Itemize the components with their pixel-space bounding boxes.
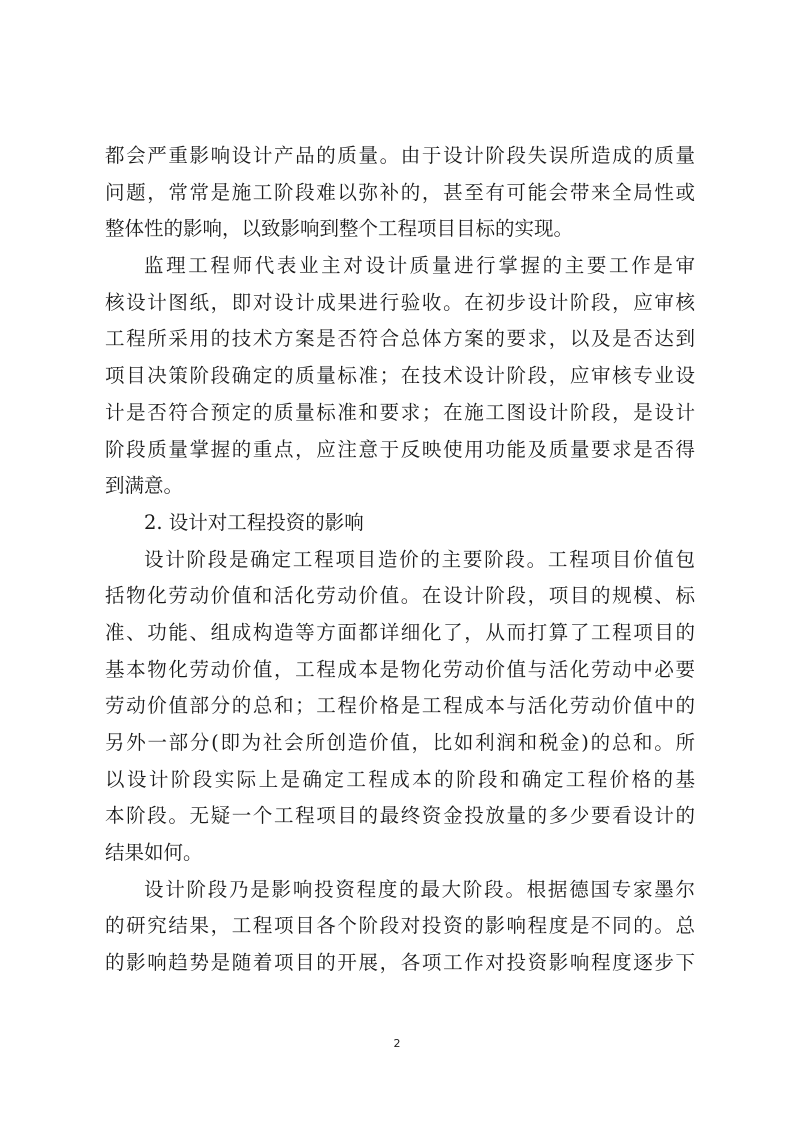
text-line: 以设计阶段实际上是确定工程成本的阶段和确定工程价格的基 — [105, 767, 695, 791]
text-line: 基本物化劳动价值，工程成本是物化劳动价值与活化劳动中必要 — [105, 657, 695, 681]
paragraph-start-line: 设计阶段乃是影响投资程度的最大阶段。根据德国专家墨尔 — [144, 877, 695, 901]
text-line: 结果如何。 — [105, 841, 203, 865]
document-body — [105, 138, 695, 982]
paragraph-start-line: 设计阶段是确定工程项目造价的主要阶段。工程项目价值包 — [144, 547, 695, 571]
text-line: 准、功能、组成构造等方面都详细化了，从而打算了工程项目的 — [105, 620, 695, 644]
text-line: 问题，常常是施工阶段难以弥补的，甚至有可能会带来全局性或 — [105, 180, 695, 204]
text-line: 工程所采用的技术方案是否符合总体方案的要求，以及是否达到 — [105, 327, 695, 351]
text-line: 另外一部分(即为社会所创造价值，比如利润和税金)的总和。所 — [105, 731, 695, 754]
text-line: 计是否符合预定的质量标准和要求；在施工图设计阶段，是设计 — [105, 400, 695, 424]
text-line: 阶段质量掌握的重点，应注意于反映使用功能及质量要求是否得 — [105, 437, 695, 461]
text-line: 的影响趋势是随着项目的开展，各项工作对投资影响程度逐步下 — [105, 951, 695, 975]
text-line: 整体性的影响，以致影响到整个工程项目目标的实现。 — [105, 217, 574, 241]
text-line: 括物化劳动价值和活化劳动价值。在设计阶段，项目的规模、标 — [105, 584, 695, 608]
text-line: 核设计图纸，即对设计成果进行验收。在初步设计阶段，应审核 — [105, 290, 695, 314]
text-line: 本阶段。无疑一个工程项目的最终资金投放量的多少要看设计的 — [105, 804, 695, 828]
text-line: 到满意。 — [105, 474, 184, 498]
text-line: 劳动价值部分的总和；工程价格是工程成本与活化劳动价值中的 — [105, 694, 695, 718]
paragraph-start-line: 监理工程师代表业主对设计质量进行掌握的主要工作是审 — [144, 254, 695, 278]
text-line: 都会严重影响设计产品的质量。由于设计阶段失误所造成的质量 — [105, 144, 695, 167]
text-line: 项目决策阶段确定的质量标准；在技术设计阶段，应审核专业设 — [105, 364, 695, 388]
page-number: 2 — [393, 1037, 401, 1050]
section-heading: 2. 设计对工程投资的影响 — [144, 510, 364, 534]
text-line: 的研究结果，工程项目各个阶段对投资的影响程度是不同的。总 — [105, 914, 695, 938]
